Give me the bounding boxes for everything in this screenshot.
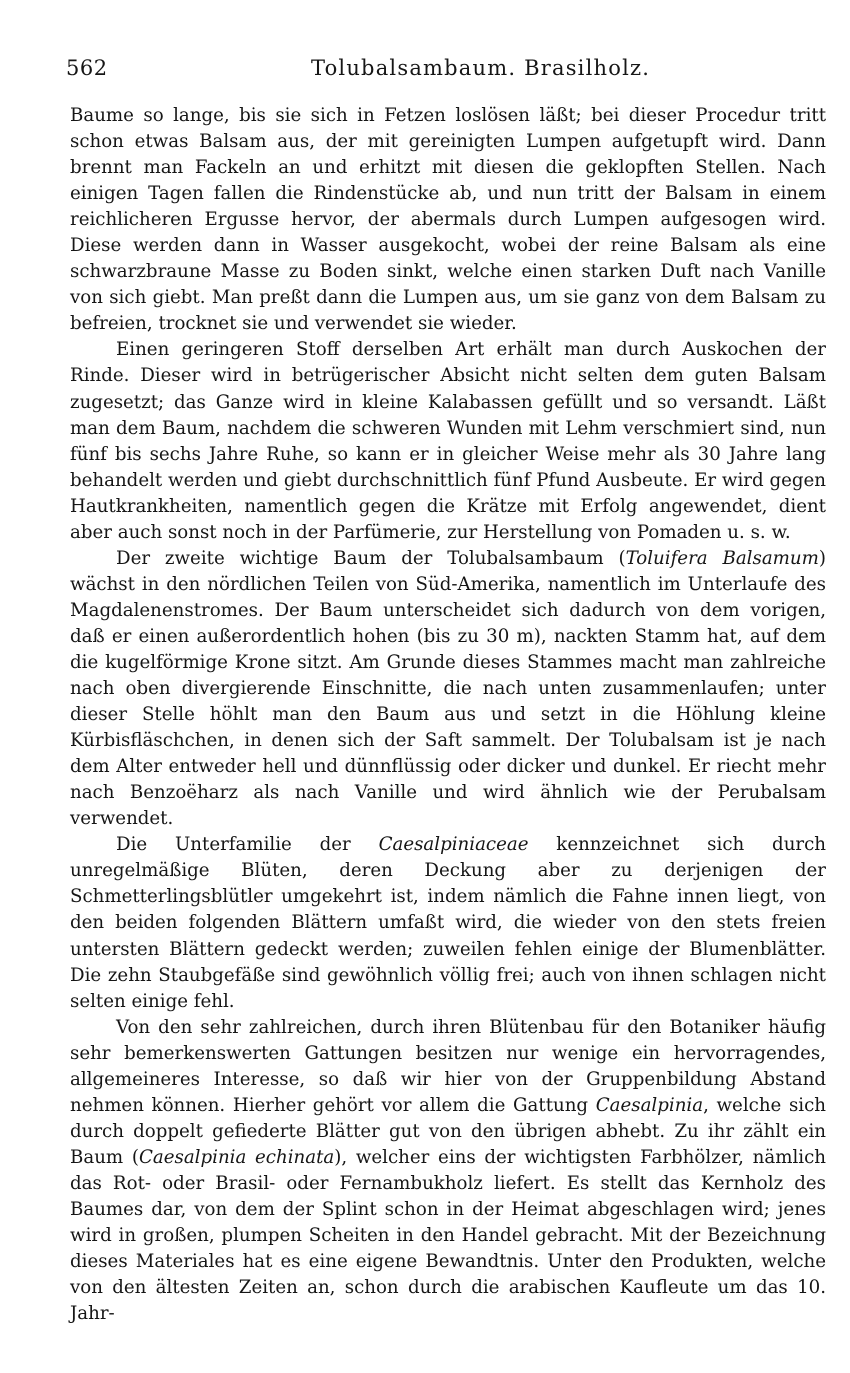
paragraph: [70, 832, 826, 1014]
latin-species-name: Toluifera Balsamum: [625, 547, 819, 569]
text-run: Einen geringeren Stoff derselben Art erhält man durch Auskochen der Rinde. Dieser wird in betrügerischer Absicht nicht selten dem guten Balsam zugesetzt; das Ganze wird in kleine Kalabassen gefüllt und so versandt. Läßt man dem Baum, nachdem die schweren Wunden mit Lehm verschmiert sind, nun fünf bis sechs Jahre Ruhe, so kann er in gleicher Weise mehr als 30 Jahre lang behandelt werden und giebt durchschnittlich fünf Pfund Ausbeute. Er wird gegen Hautkrankheiten, namentlich gegen die Krätze mit Erfolg angewendet, dient aber auch sonst noch in der Parfümerie, zur Herstellung von Pomaden u. s. w.: [70, 339, 826, 543]
paragraph: [70, 103, 826, 337]
text-run: Die Unterfamilie der: [116, 834, 379, 856]
paragraph: [70, 1015, 826, 1328]
paragraph: [70, 337, 826, 545]
text-run: kennzeichnet sich durch unregelmäßige Blüten, deren Deckung aber zu derjenigen der Schmetterlingsblütler umgekehrt ist, indem nämlich die Fahne innen liegt, von den beiden folgenden Blättern umfaßt wird, die wieder von den stets freien untersten Blättern gedeckt werden; zuweilen fehlen einige der Blumenblätter. Die zehn Staubgefäße sind gewöhnlich völlig frei; auch von ihnen schlagen nicht selten einige fehl.: [70, 834, 827, 1012]
paragraph: [70, 546, 826, 833]
page-number: 562: [66, 56, 108, 80]
page-header: [66, 56, 810, 86]
text-run: Von den sehr zahlreichen, durch ihren Blütenbau für den Botaniker häufig sehr bemerkenswerten Gattungen besitzen nur wenige ein hervorragendes, allgemeineres Interesse, so daß wir hier von der Gruppenbildung Abstand nehmen können. Hierher gehört vor allem die Gattung: [70, 1016, 826, 1116]
text-run: ) wächst in den nördlichen Teilen von Süd-Amerika, namentlich im Unterlaufe des Magdalenenstromes. Der Baum unterscheidet sich dadurch von dem vorigen, daß er einen außerordentlich hohen (bis zu 30 m), nackten Stamm hat, auf dem die kugelförmige Krone sitzt. Am Grunde dieses Stammes macht man zahlreiche nach oben divergierende Einschnitte, die nach unten zusammenlaufen; unter dieser Stelle höhlt man den Baum aus und setzt in die Höhlung kleine Kürbisfläschchen, in denen sich der Saft sammelt. Der Tolubalsam ist je nach dem Alter entweder hell und dünnflüssig oder dicker und dunkel. Er riecht mehr nach Benzoëharz als nach Vanille und wird ähnlich wie der Perubalsam verwendet.: [70, 547, 826, 830]
latin-genus-name: Caesalpinia: [595, 1094, 704, 1116]
text-run: , welche sich durch doppelt gefiederte Blätter gut von den übrigen abhebt. Zu ihr zählt ein Baum (: [70, 1094, 826, 1168]
running-title: Tolubalsambaum. Brasilholz.: [311, 56, 651, 80]
text-run: Der zweite wichtige Baum der Tolubalsambaum (: [116, 547, 626, 569]
body-text: [70, 103, 826, 1327]
latin-species-name: Caesalpinia echinata: [138, 1146, 335, 1168]
text-run: Baume so lange, bis sie sich in Fetzen loslösen läßt; bei dieser Procedur tritt schon etwas Balsam aus, der mit gereinigten Lumpen aufgetupft wird. Dann brennt man Fackeln an und erhitzt mit diesen die geklopften Stellen. Nach einigen Tagen fallen die Rindenstücke ab, und nun tritt der Balsam in einem reichlicheren Ergusse hervor, der abermals durch Lumpen aufgesogen wird. Diese werden dann in Wasser ausgekocht, wobei der reine Balsam als eine schwarzbraune Masse zu Boden sinkt, welche einen starken Duft nach Vanille von sich giebt. Man preßt dann die Lumpen aus, um sie ganz von dem Balsam zu befreien, trocknet sie und verwendet sie wieder.: [70, 105, 826, 335]
text-run: ), welcher eins der wichtigsten Farbhölzer, nämlich das Rot- oder Brasil- oder Fernambukholz liefert. Es stellt das Kernholz des Baumes dar, von dem der Splint schon in der Heimat abgeschlagen wird; jenes wird in großen, plumpen Scheiten in den Handel gebracht. Mit der Bezeichnung dieses Materiales hat es eine eigene Bewandtnis. Unter den Produkten, welche von den ältesten Zeiten an, schon durch die arabischen Kaufleute um das 10. Jahr-: [70, 1146, 827, 1325]
latin-family-name: Caesalpiniaceae: [378, 834, 529, 856]
